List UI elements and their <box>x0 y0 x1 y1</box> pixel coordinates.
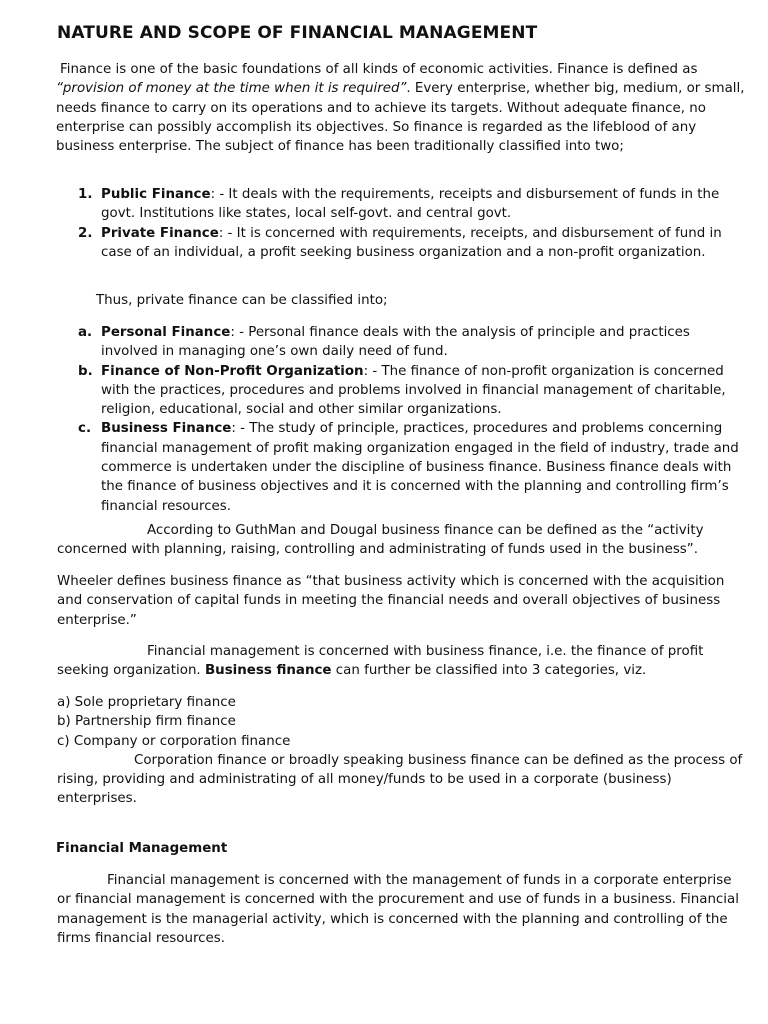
list-item-business-finance <box>56 419 746 515</box>
term-private-finance: Private Finance <box>101 225 219 241</box>
list-marker: c. <box>78 421 92 437</box>
category-item: b) Partnership firm finance <box>57 714 236 730</box>
description-non-profit-finance: : - The finance of non-profit organization is concerned with the practices, procedures and problems involved in financial management of charitable, religion, educational, social and other similar organizations. <box>101 363 726 418</box>
list-marker: 1. <box>78 187 93 202</box>
section-heading: Financial Management <box>56 841 228 856</box>
term-non-profit-finance: Finance of Non-Profit Organization <box>101 363 364 379</box>
term-personal-finance: Personal Finance <box>101 325 231 340</box>
business-finance-paragraph <box>57 642 747 681</box>
thus-sentence: Thus, private finance can be classified into; <box>96 293 388 308</box>
category-item: c) Company or corporation finance <box>57 733 291 749</box>
description-personal-finance: : - Personal finance deals with the analysis of principle and practices involved in managing one’s own daily need of fund. <box>101 325 690 360</box>
intro-paragraph <box>56 60 746 156</box>
wheeler-paragraph: Wheeler defines business finance as “that business activity which is concerned with the acquisition and conservation of capital funds in meeting the financial needs and overall objectives of business enterprise.” <box>57 574 725 628</box>
term-business-finance: Business Finance <box>101 421 232 437</box>
list-item-non-profit-finance <box>56 362 746 420</box>
corporation-paragraph: Corporation finance or broadly speaking business finance can be defined as the process of rising, providing and administrating of all money/funds to be used in a corporate (business) enterprises. <box>57 752 743 807</box>
list-marker: b. <box>78 363 93 379</box>
business-finance-text-end: can further be classified into 3 categories, viz. <box>331 663 647 679</box>
business-finance-categories <box>57 693 747 809</box>
list-marker: 2. <box>78 225 93 241</box>
description-private-finance: : - It is concerned with requirements, receipts, and disbursement of fund in case of an individual, a profit seeking business organization and a non-profit organization. <box>101 225 722 260</box>
list-item-personal-finance <box>56 323 746 362</box>
list-item-public-finance <box>56 185 746 224</box>
intro-text-start: Finance is one of the basic foundations of all kinds of economic activities. Finance is defined as <box>60 62 698 77</box>
description-business-finance: : - The study of principle, practices, procedures and problems concerning financial management of profit making organization engaged in the field of industry, trade and commerce is undertaken under the discipline of business finance. Business finance deals with the finance of business objectives and it is concerned with the planning and controlling firm’s financial resources. <box>101 421 739 514</box>
finance-definition-quote: “provision of money at the time when it is required” <box>56 81 407 97</box>
list-item-private-finance <box>56 224 746 263</box>
description-public-finance: : - It deals with the requirements, receipts and disbursement of funds in the govt. Institutions like states, local self-govt. and central govt. <box>101 187 720 222</box>
financial-management-paragraph: Financial management is concerned with the management of funds in a corporate enterprise or financial management is concerned with the procurement and use of funds in a business. Financial management is the managerial activity, which is concerned with the planning and controlling of the firms financial resources. <box>57 873 739 946</box>
business-finance-text-start: Financial management is concerned with business finance, i.e. the finance of profit seeking organization. <box>57 644 704 679</box>
intro-text-end: . Every enterprise, whether big, medium, or small, needs finance to carry on its operations and to achieve its targets. Without adequate finance, no enterprise can possibly accomplish its objectives. So finance is regarded as the lifeblood of any business enterprise. The subject of finance has been traditionally classified into two; <box>56 81 745 155</box>
document-title: NATURE AND SCOPE OF FINANCIAL MANAGEMENT <box>57 23 538 43</box>
category-item: a) Sole proprietary finance <box>57 695 236 710</box>
guthman-paragraph: According to GuthMan and Dougal business finance can be defined as the “activity concerned with planning, raising, controlling and administrating of funds used in the business”. <box>57 523 704 558</box>
list-marker: a. <box>78 325 93 340</box>
private-finance-types-list <box>56 323 746 516</box>
finance-types-list <box>56 185 746 262</box>
business-finance-bold-term: Business finance <box>204 663 332 679</box>
term-public-finance: Public Finance <box>101 187 211 202</box>
